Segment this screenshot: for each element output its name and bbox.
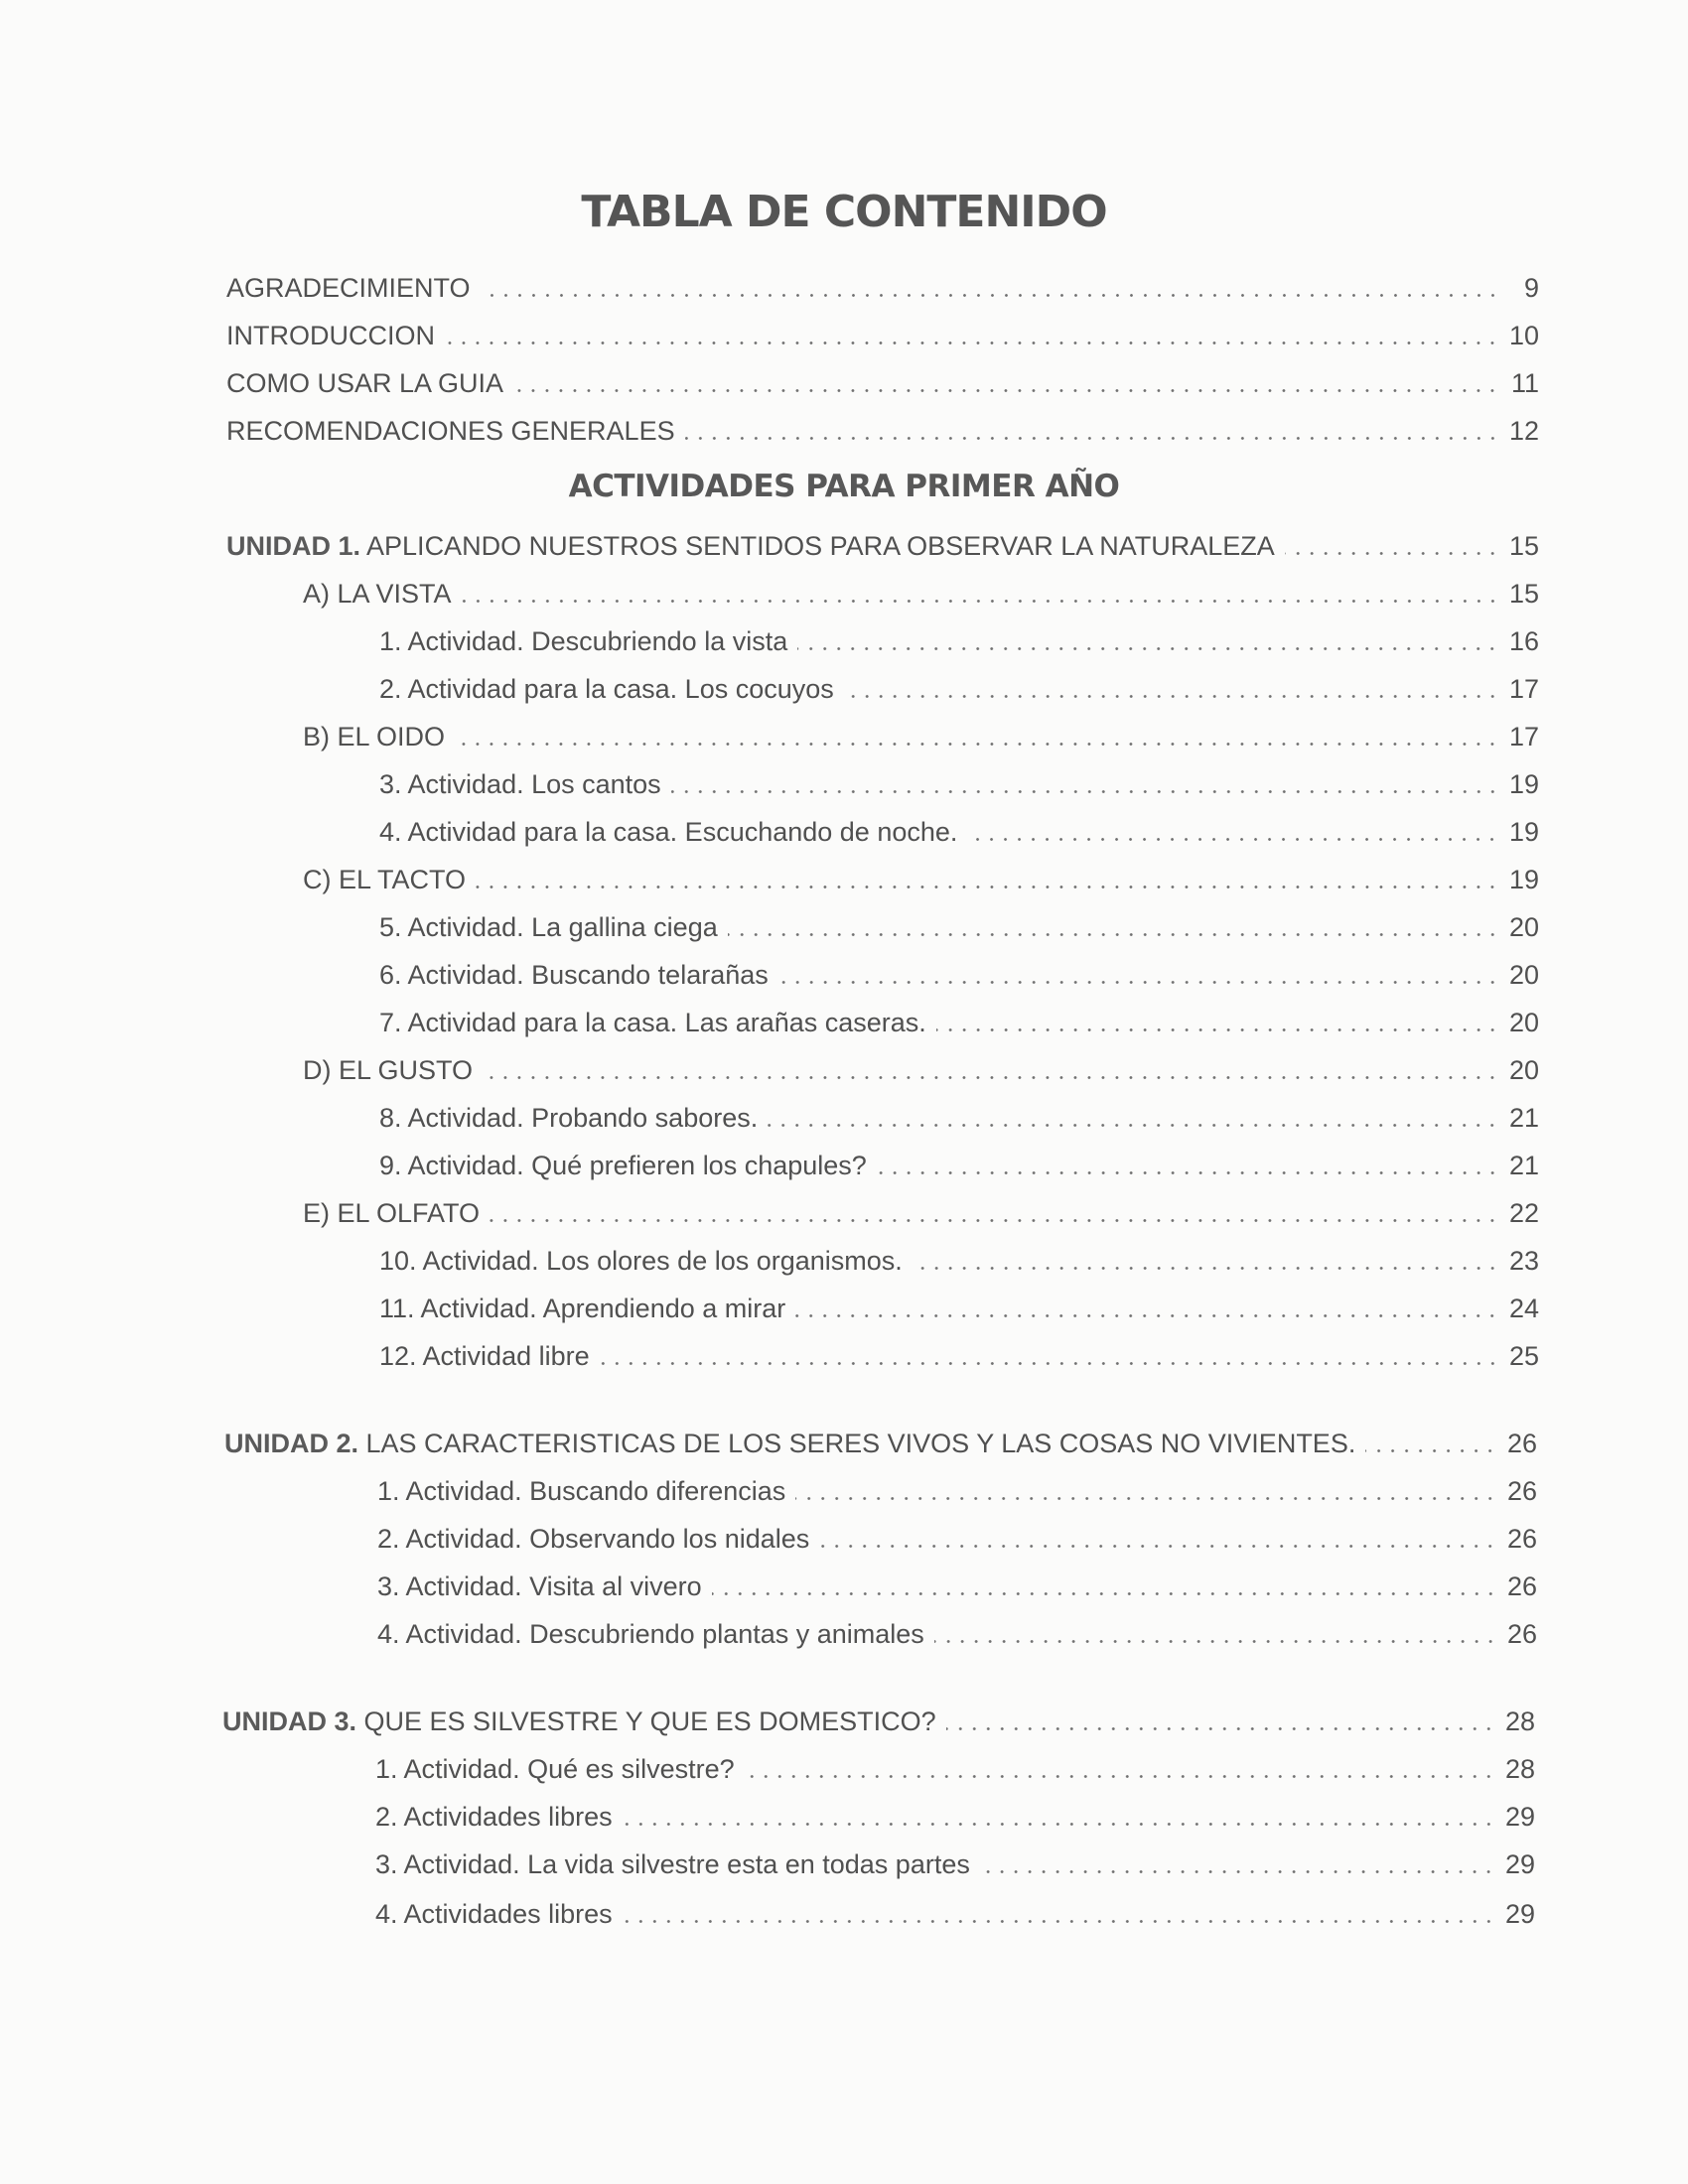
toc-entry-label: 3. Actividad. La vida silvestre esta en todas partes [375,1849,970,1879]
toc-entry[interactable] [379,623,1539,659]
toc-entry[interactable] [303,576,1539,612]
toc-page-number: 22 [1508,1198,1539,1228]
toc-entry[interactable] [379,1005,1539,1040]
toc-page-number: 11 [1510,368,1539,398]
unit-title: APLICANDO NUESTROS SENTIDOS PARA OBSERVAR LA NATURALEZA [360,531,1275,561]
toc-entry[interactable] [379,1100,1539,1136]
page-title: TABLA DE CONTENIDO [581,187,1107,237]
toc-entry-label: COMO USAR LA GUIA [226,368,504,398]
toc-entry-label: 8. Actividad. Probando sabores. [379,1103,759,1133]
dot-leader [1365,1449,1497,1452]
toc-entry-label: 1. Actividad. Qué es silvestre? [375,1754,735,1784]
toc-page-number: 10 [1508,321,1539,350]
dot-leader [797,647,1499,650]
dot-leader [795,1314,1499,1317]
toc-entry-label: 1. Actividad. Descubriendo la vista [379,626,788,656]
toc-entry-label: 5. Actividad. La gallina ciega [379,912,718,942]
dot-leader [623,1920,1495,1923]
dot-leader [685,437,1499,440]
toc-entry[interactable] [377,1616,1537,1652]
toc-entry-label: 3. Actividad. Los cantos [379,769,661,799]
toc-entry[interactable] [379,766,1539,802]
toc-entry-label: 11. Actividad. Aprendiendo a mirar [379,1294,786,1323]
toc-entry[interactable] [377,1473,1537,1509]
dot-leader [980,1870,1495,1873]
toc-page-number: 28 [1504,1706,1535,1736]
toc-entry[interactable] [303,719,1539,754]
toc-unit-entry[interactable] [226,528,1539,564]
dot-leader [476,886,1499,888]
toc-entry-label: 4. Actividad. Descubriendo plantas y animales [377,1619,924,1649]
toc-page-number: 25 [1508,1341,1539,1371]
toc-page-number: 15 [1508,579,1539,609]
dot-leader [513,389,1499,392]
dot-leader [490,1219,1499,1222]
toc-unit-entry[interactable] [222,1704,1535,1739]
dot-leader [623,1823,1495,1826]
toc-page-number: 29 [1504,1899,1535,1929]
toc-page-number: 23 [1508,1246,1539,1276]
toc-page-number: 20 [1508,1008,1539,1037]
toc-entry-label: 2. Actividad. Observando los nidales [377,1524,810,1554]
dot-leader [600,1362,1499,1365]
toc-page-number: 24 [1508,1294,1539,1323]
toc-entry[interactable] [303,862,1539,897]
toc-entry-label: 9. Actividad. Qué prefieren los chapules? [379,1151,867,1180]
toc-entry-label: 1. Actividad. Buscando diferencias [377,1476,786,1506]
toc-entry-label: AGRADECIMIENTO [226,273,471,303]
dot-leader [745,1775,1495,1778]
dot-leader [712,1592,1497,1595]
toc-entry[interactable] [379,1243,1539,1279]
toc-page-number: 15 [1508,531,1539,561]
unit-number: UNIDAD 3. [222,1706,357,1736]
toc-entry[interactable] [375,1799,1535,1835]
toc-entry-label: 3. Actividad. Visita al vivero [377,1571,702,1601]
dot-leader [795,1497,1497,1500]
toc-entry[interactable] [303,1195,1539,1231]
toc-entry-label: E) EL OLFATO [303,1198,481,1228]
dot-leader [455,743,1499,746]
toc-page-number: 26 [1506,1619,1537,1649]
dot-leader [481,294,1499,297]
toc-entry[interactable] [379,1291,1539,1326]
toc-entry[interactable] [379,909,1539,945]
toc-entry-label: RECOMENDACIONES GENERALES [226,416,675,446]
toc-entry[interactable] [379,814,1539,850]
toc-entry[interactable] [379,1338,1539,1374]
toc-page-number: 21 [1508,1103,1539,1133]
toc-entry-label: 2. Actividades libres [375,1802,613,1832]
toc-entry-label: 7. Actividad para la casa. Las arañas caseras. [379,1008,926,1037]
dot-leader [483,1076,1499,1079]
toc-page-number: 26 [1506,1524,1537,1554]
section-heading: ACTIVIDADES PARA PRIMER AÑO [568,469,1120,504]
unit-title: QUE ES SILVESTRE Y QUE ES DOMESTICO? [356,1706,936,1736]
toc-page-number: 20 [1508,1055,1539,1085]
toc-entry-label: D) EL GUSTO [303,1055,474,1085]
dot-leader [913,1267,1499,1270]
dot-leader [934,1640,1497,1643]
toc-entry[interactable] [379,957,1539,993]
toc-page-number: 12 [1508,416,1539,446]
toc-entry-label: C) EL TACTO [303,865,467,894]
toc-page-number: 29 [1504,1802,1535,1832]
toc-page-number: 26 [1506,1476,1537,1506]
toc-unit-entry[interactable] [224,1426,1537,1461]
toc-entry[interactable] [375,1896,1535,1932]
dot-leader [936,1028,1499,1031]
unit-number: UNIDAD 1. [226,531,361,561]
toc-entry-label: 2. Actividad para la casa. Los cocuyos [379,674,834,704]
toc-entry-label: B) EL OIDO [303,722,446,751]
toc-entry-label [226,528,1275,564]
toc-entry-label: A) LA VISTA [303,579,452,609]
toc-entry[interactable] [303,1052,1539,1088]
toc-page-number: 17 [1508,722,1539,751]
toc-entry-label: INTRODUCCION [226,321,435,350]
toc-page-number: 29 [1504,1849,1535,1879]
unit-title: LAS CARACTERISTICAS DE LOS SERES VIVOS Y LAS COSAS NO VIVIENTES. [358,1429,1356,1458]
toc-entry-label: 4. Actividades libres [375,1899,613,1929]
toc-page-number: 21 [1508,1151,1539,1180]
dot-leader [462,600,1499,603]
dot-leader [671,790,1499,793]
toc-page-number: 26 [1506,1571,1537,1601]
toc-entry[interactable] [379,1148,1539,1183]
toc-entry-label: 6. Actividad. Buscando telarañas [379,960,769,990]
toc-entry[interactable] [375,1751,1535,1787]
toc-entry-label [224,1426,1355,1461]
toc-page-number: 17 [1508,674,1539,704]
dot-leader [877,1171,1499,1174]
toc-entry-label [222,1704,936,1739]
dot-leader [445,341,1499,344]
toc-page-number: 9 [1523,273,1539,303]
toc-entry[interactable] [377,1569,1537,1604]
toc-page-number: 20 [1508,960,1539,990]
toc-entry-label: 4. Actividad para la casa. Escuchando de noche. [379,817,958,847]
dot-leader [1285,552,1499,555]
toc-page-number: 19 [1508,817,1539,847]
dot-leader [844,695,1499,698]
toc-page-number: 26 [1506,1429,1537,1458]
dot-leader [728,933,1499,936]
toc-entry-label: 12. Actividad libre [379,1341,590,1371]
toc-entry[interactable] [377,1521,1537,1557]
toc-entry[interactable] [226,318,1539,353]
toc-entry[interactable] [226,365,1539,401]
toc-entry[interactable] [226,270,1539,306]
toc-entry[interactable] [375,1846,1535,1882]
dot-leader [946,1727,1495,1730]
dot-leader [768,1124,1499,1127]
unit-number: UNIDAD 2. [224,1429,359,1458]
toc-page-number: 28 [1504,1754,1535,1784]
toc-page-number: 19 [1508,865,1539,894]
dot-leader [778,981,1499,984]
toc-entry-label: 10. Actividad. Los olores de los organismos. [379,1246,903,1276]
toc-page-number: 20 [1508,912,1539,942]
dot-leader [819,1545,1497,1548]
toc-page-number: 16 [1508,626,1539,656]
dot-leader [967,838,1499,841]
toc-page-number: 19 [1508,769,1539,799]
toc-entry[interactable] [379,671,1539,707]
toc-entry[interactable] [226,413,1539,449]
